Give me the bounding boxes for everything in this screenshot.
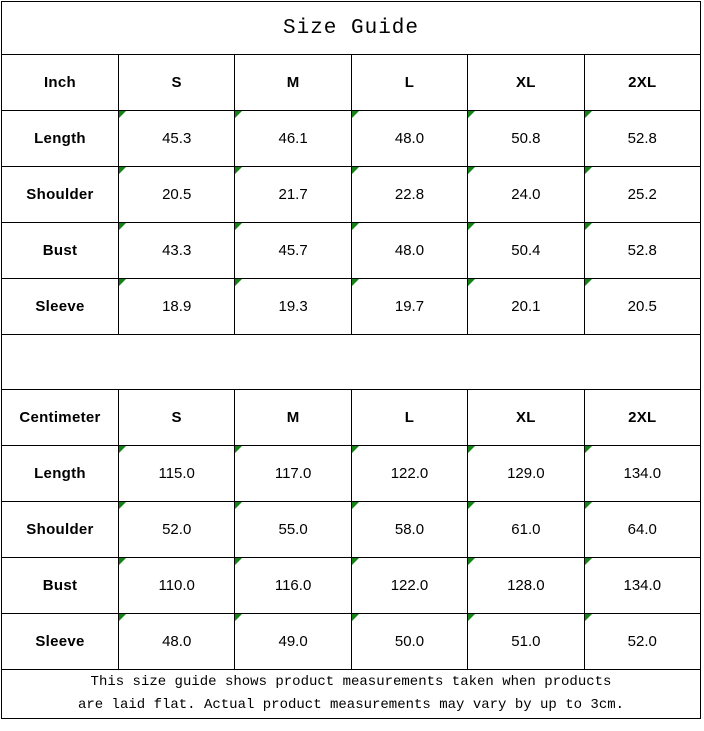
size-value-cell [351,279,467,335]
size-value: 45.7 [278,242,308,259]
size-value: 122.0 [390,465,429,482]
excel-flag-triangle-icon [352,502,359,509]
row-label-bust: Bust [2,223,119,279]
excel-flag-triangle-icon [352,558,359,565]
size-value: 52.0 [162,521,192,538]
size-value-cell [119,223,235,279]
excel-flag-triangle-icon [585,167,592,174]
size-value-cell [584,279,700,335]
excel-flag-triangle-icon [352,167,359,174]
table-row-inch-length [2,111,701,167]
excel-flag-triangle-icon [468,614,475,621]
size-value: 64.0 [627,521,657,538]
size-value: 110.0 [158,577,195,594]
size-value: 134.0 [623,577,662,594]
size-value: 48.0 [162,633,192,650]
size-value: 117.0 [274,465,312,482]
title-row [2,2,701,55]
size-value: 18.9 [162,298,192,315]
size-header-m: M [235,55,351,111]
size-value-cell [584,558,700,614]
footer-note [2,670,701,719]
size-header-xl: XL [468,55,584,111]
excel-flag-triangle-icon [352,223,359,230]
excel-flag-triangle-icon [468,558,475,565]
size-value-cell [235,446,351,502]
size-value-cell [351,167,467,223]
size-value: 46.1 [278,130,308,147]
size-value: 24.0 [511,186,541,203]
size-value-cell [468,111,584,167]
size-value: 52.8 [627,130,657,147]
size-value-cell [351,223,467,279]
excel-flag-triangle-icon [585,614,592,621]
size-value: 51.0 [511,633,541,650]
size-value: 129.0 [507,465,545,482]
size-value-cell [584,167,700,223]
excel-flag-triangle-icon [585,502,592,509]
excel-flag-triangle-icon [119,223,126,230]
size-value-cell [584,614,700,670]
excel-flag-triangle-icon [235,446,242,453]
spacer-row [2,335,701,390]
size-value: 50.0 [394,633,425,650]
size-value: 43.3 [162,242,192,259]
excel-flag-triangle-icon [468,167,475,174]
excel-flag-triangle-icon [119,558,126,565]
centimeter-header-row [2,390,701,446]
row-label-bust: Bust [2,558,119,614]
size-value: 50.8 [511,130,541,147]
excel-flag-triangle-icon [119,446,126,453]
size-value-cell [351,502,467,558]
size-value-cell [584,223,700,279]
size-value-cell [235,167,351,223]
size-value: 49.0 [278,633,308,650]
size-value-cell [235,279,351,335]
size-value: 20.1 [511,298,541,315]
size-guide-table [1,1,701,719]
size-value: 122.0 [390,577,429,594]
excel-flag-triangle-icon [352,614,359,621]
size-value-cell [468,167,584,223]
table-row-inch-shoulder [2,167,701,223]
excel-flag-triangle-icon [585,223,592,230]
size-value-cell [119,167,235,223]
excel-flag-triangle-icon [352,446,359,453]
page-title: Size Guide [2,2,701,55]
size-value: 19.3 [278,298,308,315]
excel-flag-triangle-icon [468,111,475,118]
excel-flag-triangle-icon [468,279,475,286]
excel-flag-triangle-icon [585,111,592,118]
size-value: 21.7 [278,186,308,203]
excel-flag-triangle-icon [585,279,592,286]
size-value: 128.0 [507,577,545,594]
size-value: 20.5 [627,298,657,315]
size-value: 55.0 [278,521,308,538]
table-row-cm-shoulder [2,502,701,558]
unit-header-centimeter: Centimeter [2,390,119,446]
excel-flag-triangle-icon [468,502,475,509]
size-value-cell [584,502,700,558]
spacer-cell [2,335,701,390]
size-header-2xl: 2XL [584,390,700,446]
excel-flag-triangle-icon [352,111,359,118]
row-label-sleeve: Sleeve [2,614,119,670]
size-value-cell [119,279,235,335]
size-value-cell [119,614,235,670]
excel-flag-triangle-icon [235,223,242,230]
size-value-cell [468,558,584,614]
size-value: 22.8 [394,186,425,203]
size-header-m: M [235,390,351,446]
size-value: 61.0 [511,521,541,538]
size-value: 115.0 [158,465,195,482]
size-value-cell [351,614,467,670]
excel-flag-triangle-icon [235,558,242,565]
row-label-sleeve: Sleeve [2,279,119,335]
table-row-cm-sleeve [2,614,701,670]
size-value: 48.0 [394,242,425,259]
size-value-cell [119,111,235,167]
size-value-cell [119,558,235,614]
excel-flag-triangle-icon [235,502,242,509]
table-row-inch-sleeve [2,279,701,335]
footer-note-line2: are laid flat. Actual product measurements may vary by up to 3cm. [77,697,625,713]
row-label-shoulder: Shoulder [2,502,119,558]
inch-header-row [2,55,701,111]
size-value: 20.5 [162,186,192,203]
size-header-xl: XL [468,390,584,446]
size-header-s: S [119,55,235,111]
size-value-cell [468,279,584,335]
excel-flag-triangle-icon [119,502,126,509]
size-value-cell [119,446,235,502]
size-value-cell [468,502,584,558]
size-value-cell [235,111,351,167]
row-label-shoulder: Shoulder [2,167,119,223]
size-value: 52.0 [627,633,657,650]
table-row-cm-bust [2,558,701,614]
size-value-cell [235,223,351,279]
excel-flag-triangle-icon [468,223,475,230]
excel-flag-triangle-icon [585,446,592,453]
row-label-length: Length [2,111,119,167]
excel-flag-triangle-icon [235,614,242,621]
size-value: 45.3 [162,130,192,147]
excel-flag-triangle-icon [235,167,242,174]
size-value: 50.4 [511,242,541,259]
excel-flag-triangle-icon [119,614,126,621]
excel-flag-triangle-icon [119,167,126,174]
excel-flag-triangle-icon [235,111,242,118]
size-value-cell [468,223,584,279]
size-value: 48.0 [394,130,425,147]
row-label-length: Length [2,446,119,502]
size-value-cell [235,502,351,558]
excel-flag-triangle-icon [352,279,359,286]
excel-flag-triangle-icon [585,558,592,565]
size-value-cell [468,446,584,502]
size-value: 19.7 [394,298,425,315]
table-row-cm-length [2,446,701,502]
excel-flag-triangle-icon [119,279,126,286]
size-value-cell [351,558,467,614]
size-value-cell [584,446,700,502]
size-value: 25.2 [627,186,657,203]
size-header-s: S [119,390,235,446]
table-row-inch-bust [2,223,701,279]
size-header-2xl: 2XL [584,55,700,111]
size-value: 58.0 [394,521,425,538]
size-value: 116.0 [274,577,312,594]
excel-flag-triangle-icon [468,446,475,453]
size-value: 134.0 [623,465,662,482]
size-value-cell [119,502,235,558]
size-value-cell [468,614,584,670]
size-header-l: L [351,55,467,111]
size-value: 52.8 [627,242,657,259]
footer-row [2,670,701,719]
size-value-cell [351,446,467,502]
size-header-l: L [351,390,467,446]
size-value-cell [351,111,467,167]
size-value-cell [235,614,351,670]
size-value-cell [584,111,700,167]
excel-flag-triangle-icon [235,279,242,286]
unit-header-inch: Inch [2,55,119,111]
size-value-cell [235,558,351,614]
excel-flag-triangle-icon [119,111,126,118]
footer-note-line1: This size guide shows product measurements taken when products [90,674,612,690]
